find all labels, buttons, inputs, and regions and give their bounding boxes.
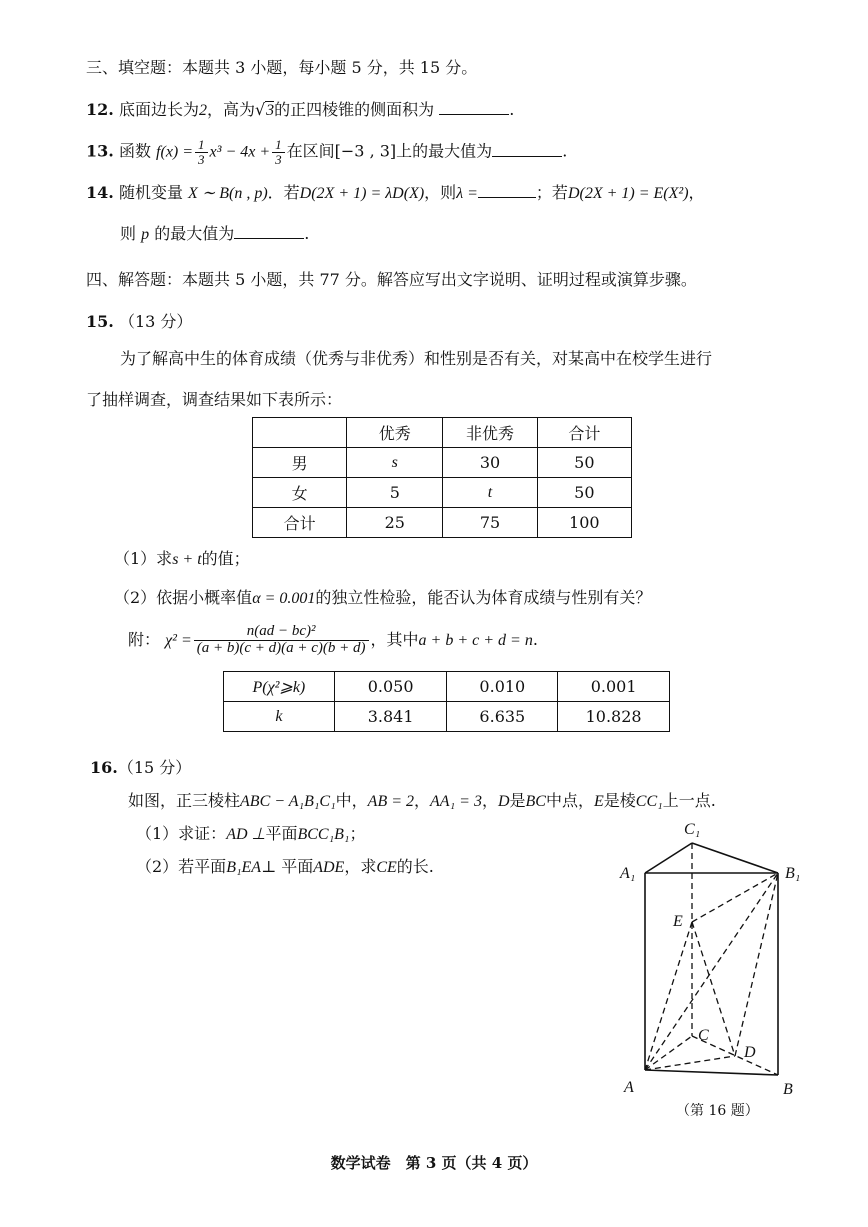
q16-text: 中， [335, 791, 368, 810]
q15-intro-line2: 了抽样调查，调查结果如下表所示： [86, 390, 343, 409]
segment-a-b1 [645, 873, 778, 1070]
label-e: E [673, 913, 683, 930]
q16-plane: B₁EA [226, 859, 262, 876]
q14-text: ， [688, 183, 705, 202]
q12-text: 的正四棱锥的侧面积为 [274, 100, 435, 119]
q16-text: （1）求证： [136, 824, 227, 843]
table-cell: P(χ²⩾k) [224, 672, 335, 702]
question-number: 13. [86, 141, 114, 161]
q14-eq1: D(2X + 1) = λD(X) [299, 185, 425, 202]
q15-end: . [532, 629, 538, 649]
segment-a-d [645, 1056, 735, 1070]
q16-text: 上一点. [662, 791, 716, 810]
label-a: A [624, 1079, 634, 1096]
q13-interval: [−3 , 3] [334, 141, 397, 161]
table-cell: 100 [537, 508, 631, 538]
segment-d-b1 [735, 873, 778, 1056]
q12-end: . [509, 100, 515, 119]
q12-sqrt: 3 [266, 102, 275, 119]
q15-text: （2）依据小概率值 [114, 588, 253, 607]
q16-text: 是棱 [603, 791, 636, 810]
label-b: B [783, 1081, 793, 1098]
table-cell: s [347, 448, 443, 478]
section4-heading: 四、解答题：本题共 5 小题，共 77 分。解答应写出文字说明、证明过程或演算步骤。 [86, 270, 697, 289]
table-cell: 50 [537, 478, 631, 508]
table-cell: 0.050 [334, 672, 447, 702]
label-d: D [744, 1044, 756, 1061]
q14-text: ，则 [424, 183, 457, 202]
q14-eq2: D(2X + 1) = E(X²) [567, 185, 689, 202]
table-cell: 3.841 [334, 702, 447, 732]
table-cell: k [224, 702, 335, 732]
q13-text: 在区间 [286, 141, 335, 161]
frac-num: n(ad − bc)² [194, 624, 369, 641]
q13-text: 函数 [118, 141, 151, 161]
q14-text: 随机变量 [118, 183, 183, 202]
chi-symbol: χ² = [165, 631, 192, 649]
table-cell: 75 [443, 508, 537, 538]
segment-e-b1 [692, 873, 778, 922]
table-cell: 优秀 [347, 418, 443, 448]
q16-e: E [594, 793, 604, 810]
frac-den: 3 [275, 151, 282, 167]
section3-heading: 三、填空题：本题共 3 小题，每小题 5 分，共 15 分。 [86, 58, 478, 77]
question-12: 12. 底面边长为2，高为√3的正四棱锥的侧面积为 . [86, 100, 515, 119]
q16-text: （2）若平面 [136, 857, 227, 876]
q13-term: x³ − 4x + [209, 143, 271, 161]
q15-text: 的独立性检验，能否认为体育成绩与性别有关？ [315, 588, 652, 607]
q12-text: 底面边长为 [118, 100, 199, 119]
q12-base: 2 [198, 102, 207, 119]
q15-intro-line1: 为了解高中生的体育成绩（优秀与非优秀）和性别是否有关，对某高中在校学生进行 [120, 349, 713, 368]
q14-end: . [304, 224, 310, 243]
segment-e-a [645, 922, 692, 1070]
question-number: 15. [86, 312, 114, 331]
frac-den: (a + b)(c + d)(a + c)(b + d) [196, 639, 366, 656]
q15-expr: s + t [172, 551, 202, 568]
q15-text: （1）求 [114, 549, 173, 568]
question-number: 16. [90, 758, 118, 777]
table-cell: 10.828 [558, 702, 670, 732]
q16-expr: AD ⊥ [226, 826, 266, 843]
q14-text: 则 [120, 224, 137, 243]
q15-text: 的值； [201, 549, 250, 568]
edge-a1-c1 [645, 843, 692, 873]
q16-text: ， [481, 791, 498, 810]
table-cell: 男 [253, 448, 347, 478]
q16-ce: CE [376, 859, 397, 876]
label-c1: C₁ [684, 821, 701, 838]
q16-prism: ABC − A₁B₁C₁ [240, 793, 336, 810]
table-cell: t [443, 478, 537, 508]
q13-end: . [562, 141, 568, 161]
q16-text: 的长. [396, 857, 434, 876]
figure-caption: （第 16 题） [676, 1103, 759, 1119]
label-c: C [698, 1027, 709, 1044]
edge-a-c [645, 1036, 692, 1070]
q16-text: 是 [509, 791, 526, 810]
question-number: 12. [86, 100, 114, 119]
q16-text: ， [414, 791, 431, 810]
q14-lambda: λ = [456, 185, 478, 202]
q16-text: ； [349, 824, 366, 843]
q14-text: ；若 [535, 183, 568, 202]
q14-p: p [141, 226, 150, 243]
q16-plane: BCC₁B₁ [297, 826, 350, 843]
table-cell: 30 [443, 448, 537, 478]
q16-plane: ADE [313, 859, 345, 876]
page-footer: 数学试卷 第 3 页（共 4 页） [330, 1154, 538, 1172]
q15-sum: a + b + c + d = n [418, 631, 533, 649]
frac-num: 1 [195, 138, 208, 153]
table-cell: 5 [347, 478, 443, 508]
q16-text: 如图，正三棱柱 [128, 791, 241, 810]
q16-aa1: AA₁ = 3 [430, 793, 482, 810]
q16-text: 中点， [545, 791, 594, 810]
table-cell: 25 [347, 508, 443, 538]
q16-d: D [497, 793, 510, 810]
q12-text: ，高为 [206, 100, 255, 119]
question-score: （15 分） [117, 758, 192, 777]
table-cell: 合计 [253, 508, 347, 538]
label-a1: A₁ [620, 865, 636, 882]
table-cell: 6.635 [447, 702, 558, 732]
table-cell: 女 [253, 478, 347, 508]
edge-c1-b1 [692, 843, 778, 873]
q15-appendix-label: 附： [128, 629, 161, 649]
q14-dist: X ∼ B(n , p) [188, 185, 268, 202]
table-cell: 合计 [537, 418, 631, 448]
edge-a-b [645, 1070, 778, 1075]
table-cell: 0.010 [447, 672, 558, 702]
q13-text: 上的最大值为 [396, 141, 493, 161]
q14-text: 的最大值为 [154, 224, 235, 243]
table-cell: 50 [537, 448, 631, 478]
table-cell: 非优秀 [443, 418, 537, 448]
frac-num: 1 [272, 138, 285, 153]
table-cell: 0.001 [558, 672, 670, 702]
question-number: 14. [86, 183, 114, 202]
q16-ab: AB = 2 [367, 793, 415, 810]
q16-text: ，求 [344, 857, 377, 876]
label-b1: B₁ [785, 865, 801, 882]
frac-den: 3 [198, 151, 205, 167]
q16-cc1: CC₁ [635, 793, 663, 810]
q16-text: 平面 [265, 824, 298, 843]
q15-alpha: α = 0.001 [252, 590, 316, 607]
q13-func: f(x) = [156, 143, 194, 161]
question-score: （13 分） [118, 312, 193, 331]
q16-text: ⊥ 平面 [261, 857, 314, 876]
q14-text: ．若 [267, 183, 300, 202]
q15-text: ，其中 [370, 629, 419, 649]
q16-bc: BC [525, 793, 546, 810]
